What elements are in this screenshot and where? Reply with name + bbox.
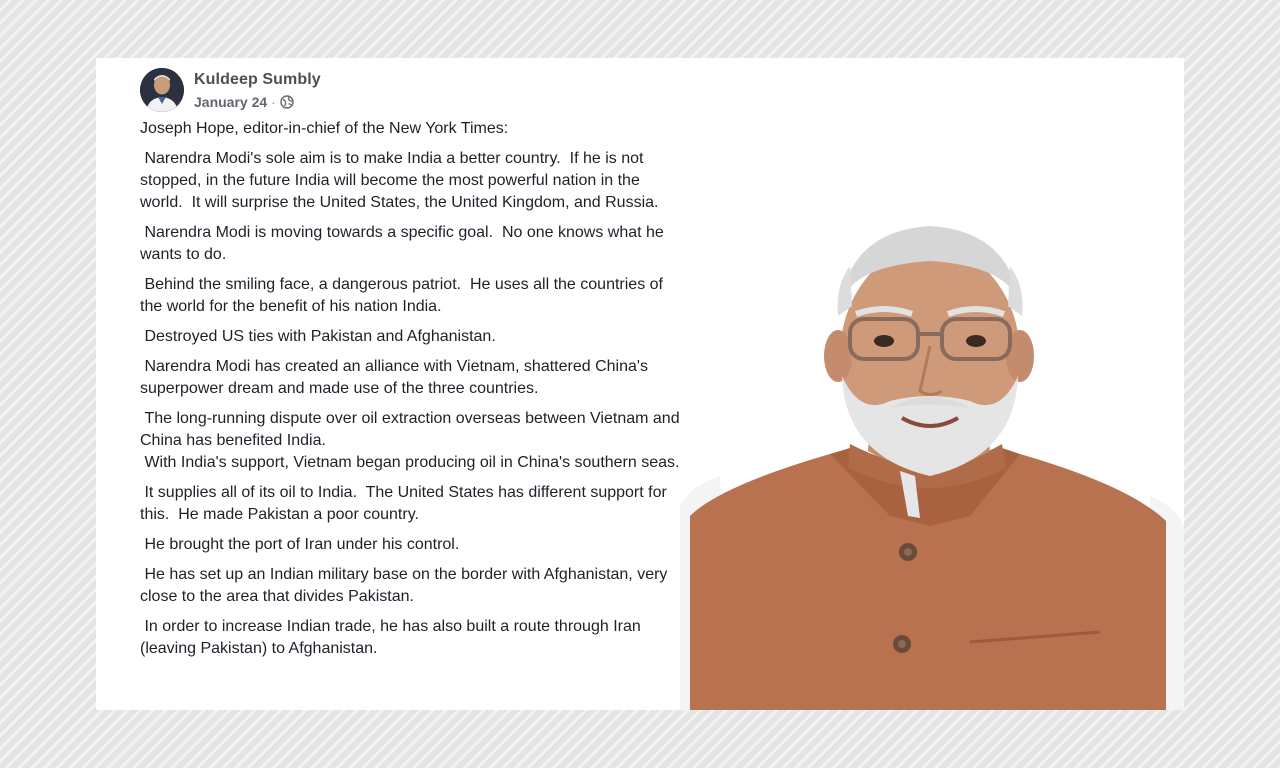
user-avatar-icon: [140, 68, 184, 112]
post-paragraph: He brought the port of Iran under his control.: [140, 536, 460, 553]
facebook-post-card: [96, 58, 1184, 710]
post-date-row: [194, 94, 321, 110]
post-date[interactable]: January 24: [194, 93, 268, 110]
post-paragraph: Behind the smiling face, a dangerous patriot. He uses all the countries of the world for the benefit of his nation India.: [140, 276, 668, 315]
post-header: [140, 66, 321, 114]
globe-icon[interactable]: [280, 95, 294, 109]
post-paragraph: With India's support, Vietnam began producing oil in China's southern seas.: [140, 454, 680, 471]
post-meta: [194, 71, 321, 110]
post-paragraph: The long-running dispute over oil extraction overseas between Vietnam and China has benefited India.: [140, 410, 680, 449]
portrait-photo-icon: [680, 186, 1184, 710]
post-paragraph: Narendra Modi's sole aim is to make India a better country. If he is not stopped, in the future India will become the most powerful nation in the world. It will surprise the United States, the United Kingdom, and Russia.: [140, 150, 659, 211]
post-paragraph: Joseph Hope, editor-in-chief of the New York Times:: [140, 120, 509, 137]
avatar[interactable]: [140, 68, 184, 112]
date-separator: ·: [271, 93, 276, 110]
post-paragraph: In order to increase Indian trade, he has also built a route through Iran (leaving Pakistan) to Afghanistan.: [140, 618, 646, 657]
post-photo[interactable]: [680, 186, 1184, 710]
post-paragraph: Narendra Modi has created an alliance with Vietnam, shattered China's superpower dream and made use of the three countries.: [140, 358, 653, 397]
post-paragraph: Narendra Modi is moving towards a specific goal. No one knows what he wants to do.: [140, 224, 669, 263]
post-paragraph: It supplies all of its oil to India. The United States has different support for this. He made Pakistan a poor country.: [140, 484, 672, 523]
post-text: [140, 118, 680, 668]
post-paragraph: Destroyed US ties with Pakistan and Afghanistan.: [140, 328, 496, 345]
post-paragraph: He has set up an Indian military base on the border with Afghanistan, very close to the area that divides Pakistan.: [140, 566, 672, 605]
author-name[interactable]: Kuldeep Sumbly: [194, 70, 321, 88]
